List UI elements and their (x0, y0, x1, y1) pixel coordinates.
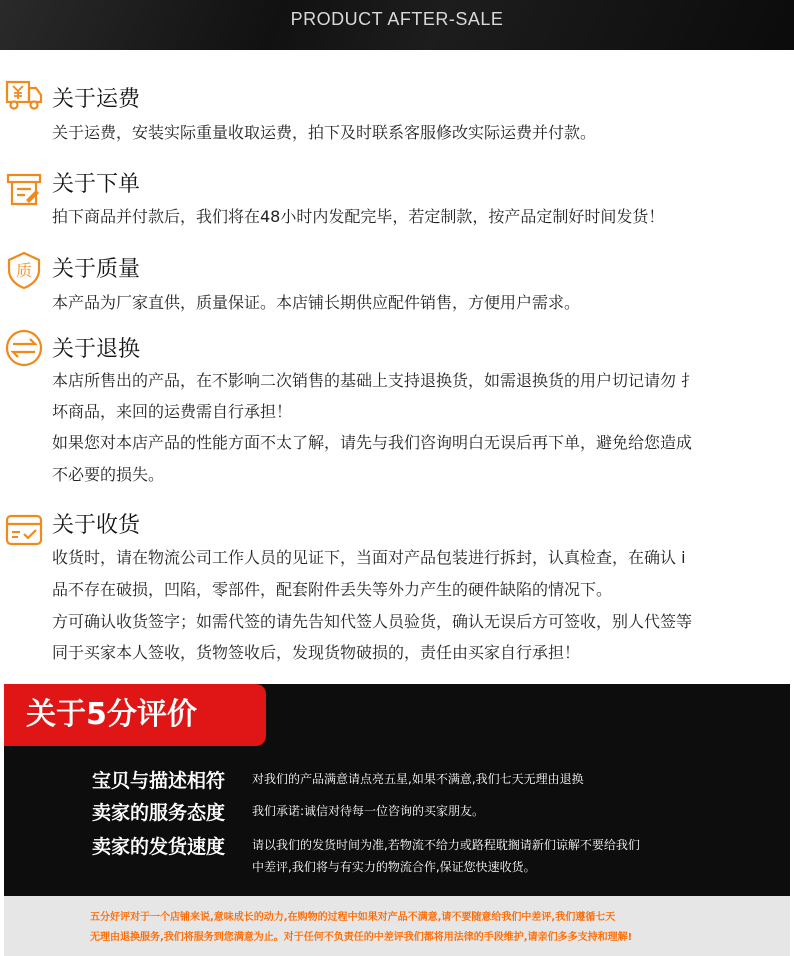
rating-label-description: 宝贝与描述相符 (92, 770, 226, 792)
rating-label-service: 卖家的服务态度 (92, 802, 226, 824)
section-text: 收货时，请在物流公司工作人员的见证下，当面对产品包装进行拆封，认真检查，在确认 i (52, 548, 686, 567)
section-text: 品不存在破损，凹陷，零部件，配套附件丢失等外力产生的硬件缺陷的情况下。 (52, 580, 613, 599)
rating-label-shipping: 卖家的发货速度 (92, 836, 226, 858)
section-text: 同于买家本人签收，货物签收后，发现货物破损的，责任由买家自行承担！ (52, 643, 581, 662)
section-text: 坏商品，来回的运费需自行承担！ (52, 402, 293, 421)
rating-text-service: 我们承诺:诚信对待每一位咨询的买家朋友。 (252, 804, 485, 818)
header-title: PRODUCT AFTER-SALE (290, 9, 504, 29)
section-text: 本产品为厂家直供，质量保证。本店铺长期供应配件销售，方便用户需求。 (52, 293, 581, 312)
section-text: 如果您对本店产品的性能方面不太了解，请先与我们咨询明白无误后再下单，避免给您造成 (52, 433, 693, 452)
exchange-arrows-icon (4, 328, 44, 368)
footer-note (4, 896, 790, 956)
section-text: 本店所售出的产品，在不影响二次销售的基础上支持退换货，如需退换货的用户切记请勿 扌 (52, 371, 698, 390)
section-title: 关于收货 (52, 513, 141, 538)
footer-line: 五分好评对于一个店铺来说,意味成长的动力,在购物的过程中如果对产品不满意,请不要随意给我们中差评,我们遵循七天 (90, 912, 616, 923)
section-title: 关于质量 (52, 257, 141, 282)
section-title: 关于运费 (52, 87, 141, 112)
rating-text-description: 对我们的产品满意请点亮五星,如果不满意,我们七天无理由退换 (252, 772, 584, 786)
truck-yen-icon (4, 76, 44, 116)
section-text: 不必要的损失。 (52, 465, 165, 484)
footer-line: 无理由退换服务,我们将服务到您满意为止。对于任何不负责任的中差评我们都将用法律的手段维护,请亲们多多支持和理解! (90, 932, 633, 943)
rating-title: 关于5分评价 (4, 684, 266, 746)
section-title: 关于下单 (52, 172, 141, 197)
order-form-icon (4, 170, 44, 210)
header-banner (0, 0, 794, 50)
section-text: 拍下商品并付款后，我们将在48小时内发配完毕，若定制款，按产品定制好时间发货！ (52, 207, 665, 226)
section-text: 关于运费，安装实际重量收取运费，拍下及时联系客服修改实际运费并付款。 (52, 123, 597, 142)
rating-text-shipping: 中差评,我们将与有实力的物流合作,保证您快速收货。 (252, 860, 536, 874)
quality-badge-icon (4, 250, 44, 290)
section-title: 关于退换 (52, 337, 141, 362)
rating-text-shipping: 请以我们的发货时间为准,若物流不给力或路程耽搁请新们谅解不要给我们 (252, 838, 640, 852)
receipt-check-icon (4, 510, 44, 550)
section-text: 方可确认收货签字；如需代签的请先告知代签人员验货，确认无误后方可签收，别人代签等 (52, 612, 693, 631)
svg-text:质: 质 (15, 261, 33, 280)
